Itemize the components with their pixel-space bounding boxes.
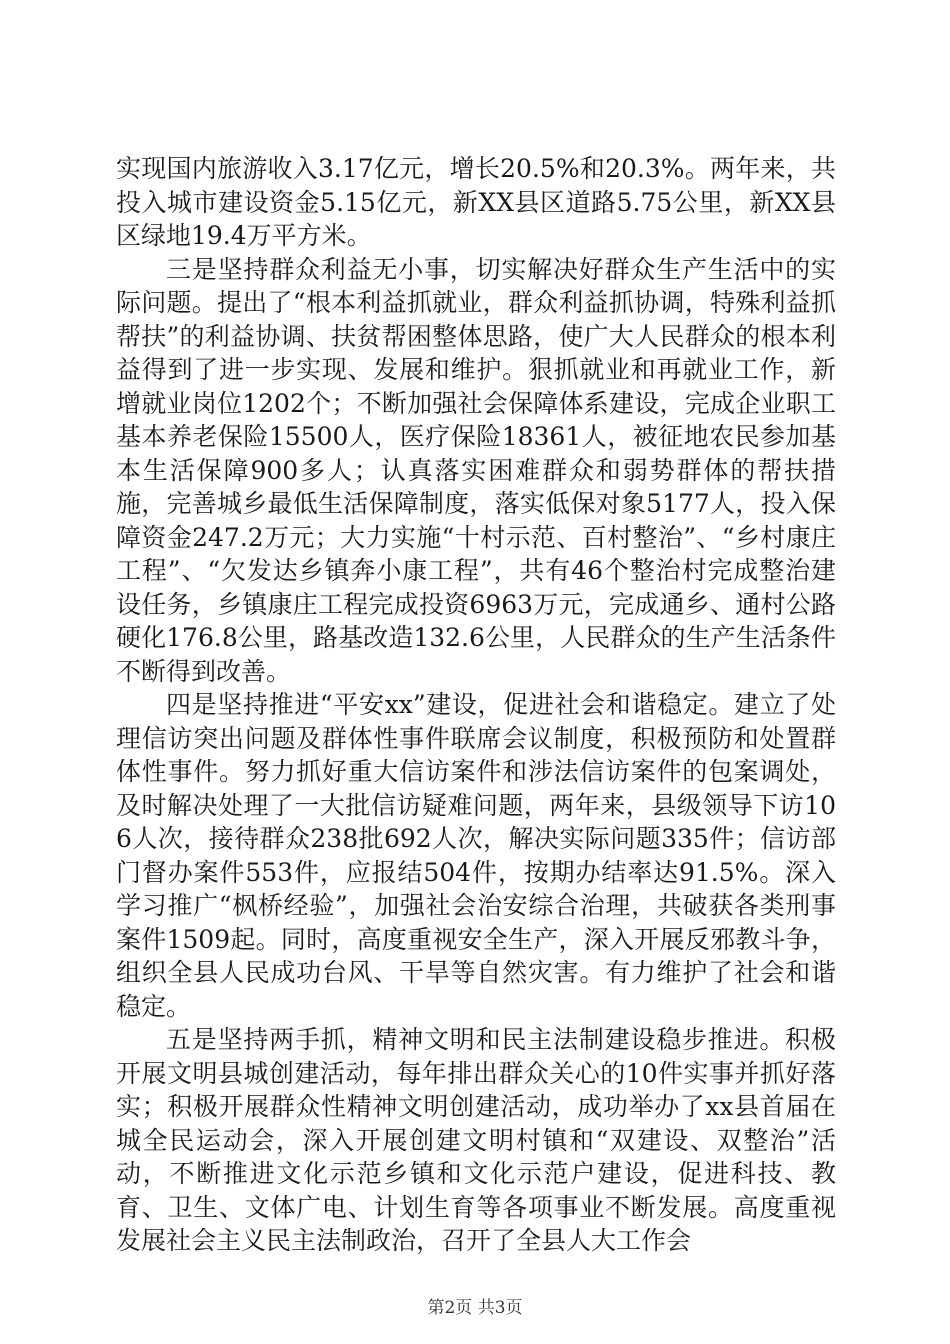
page-number-footer: 第2页 共3页	[427, 1298, 523, 1318]
paragraph-3: 四是坚持推进“平安xx”建设，促进社会和谐稳定。建立了处理信访突出问题及群体性事件联席会议制度，积极预防和处置群体性事件。努力抓好重大信访案件和涉法信访案件的包案调处，及时解决处理了一大批信访疑难问题，两年来，县级领导下访106人次，接待群众238批692人次，解决实际问题335件；信访部门督办案件553件，应报结504件，按期办结率达91.5%。深入学习推广“枫桥经验”，加强社会治安综合治理，共破获各类刑事案件1509起。同时，高度重视安全生产，深入开展反邪教斗争，组织全县人民成功台风、干旱等自然灾害。有力维护了社会和谐稳定。	[116, 690, 836, 1021]
document-body	[116, 152, 836, 1258]
paragraph-1: 实现国内旅游收入3.17亿元，增长20.5%和20.3%。两年来，共投入城市建设资金5.15亿元，新XX县区道路5.75公里，新XX县区绿地19.4万平方米。	[116, 154, 836, 250]
paragraph-4: 五是坚持两手抓，精神文明和民主法制建设稳步推进。积极开展文明县城创建活动，每年排出群众关心的10件实事并抓好落实；积极开展群众性精神文明创建活动，成功举办了xx县首届在城全民运动会，深入开展创建文明村镇和“双建设、双整治”活动，不断推进文化示范乡镇和文化示范户建设，促进科技、教育、卫生、文体广电、计划生育等各项事业不断发展。高度重视发展社会主义民主法制政治，召开了全县人大工作会	[116, 1025, 836, 1255]
paragraph-2: 三是坚持群众利益无小事，切实解决好群众生产生活中的实际问题。提出了“根本利益抓就业，群众利益抓协调，特殊利益抓帮扶”的利益协调、扶贫帮困整体思路，使广大人民群众的根本利益得到了进一步实现、发展和维护。狠抓就业和再就业工作，新增就业岗位1202个；不断加强社会保障体系建设，完成企业职工基本养老保险15500人，医疗保险18361人，被征地农民参加基本生活保障900多人；认真落实困难群众和弱势群体的帮扶措施，完善城乡最低生活保障制度，落实低保对象5177人，投入保障资金247.2万元；大力实施“十村示范、百村整治”、“乡村康庄工程”、“欠发达乡镇奔小康工程”，共有46个整治村完成整治建设任务，乡镇康庄工程完成投资6963万元，完成通乡、通村公路硬化176.8公里，路基改造132.6公里，人民群众的生产生活条件不断得到改善。	[116, 254, 836, 686]
